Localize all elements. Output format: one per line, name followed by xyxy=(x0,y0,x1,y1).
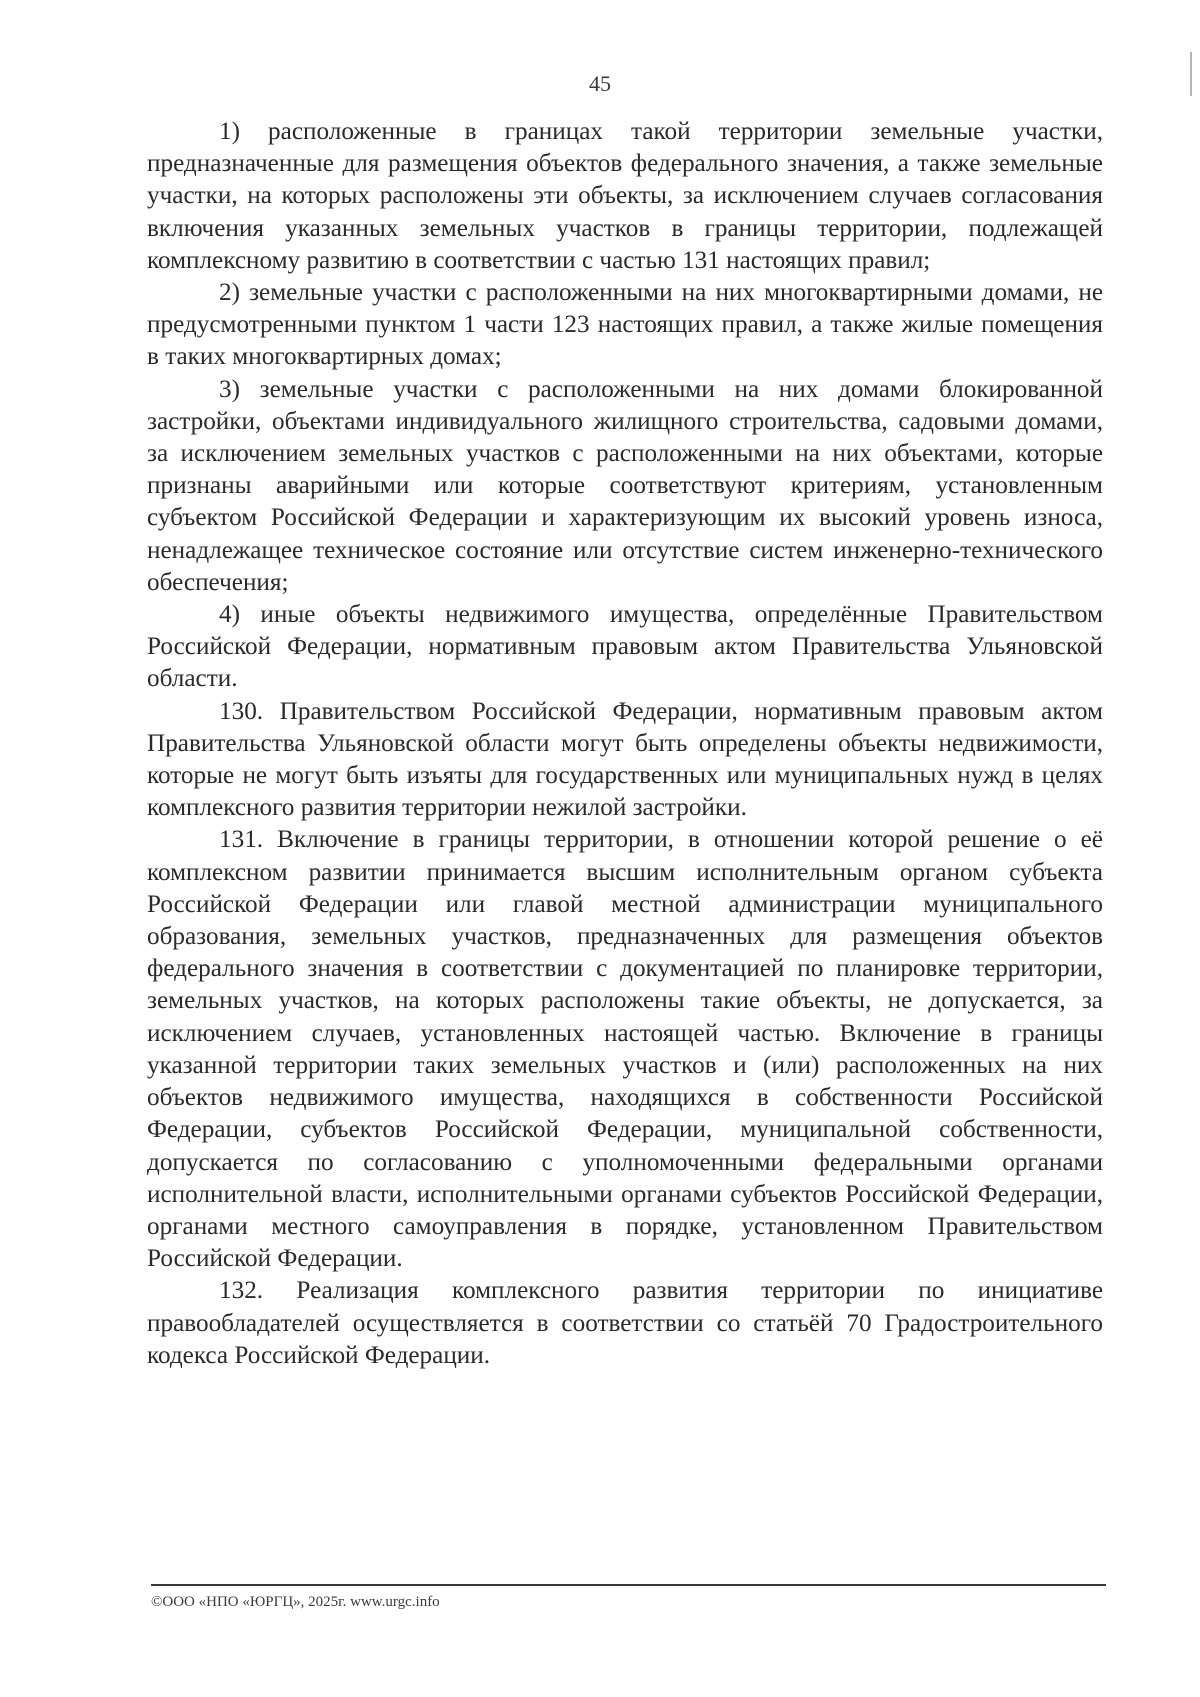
paragraph-item-3: 3) земельные участки с расположенными на них домами блокированной застройки, объектами индивидуального жилищного строительства, садовыми домами, за исключением земельных участков с расположенными на них объектами, которые признаны аварийными или которые соответствуют критериям, установленным субъектом Российской Федерации и характеризующим их высокий уровень износа, ненадлежащее техническое состояние или отсутствие систем инженерно-технического обеспечения; xyxy=(147,375,1103,596)
paragraph-132: 132. Реализация комплексного развития территории по инициативе правообладателей осуществляется в соответствии со статьёй 70 Градостроительного кодекса Российской Федерации. xyxy=(147,1277,1103,1369)
paragraph-130: 130. Правительством Российской Федерации, нормативным правовым актом Правительства Ульяновской области могут быть определены объекты недвижимости, которые не могут быть изъяты для государственных или муниципальных нужд в целях комплексного развития территории нежилой застройки. xyxy=(147,697,1103,822)
page-number: 45 xyxy=(589,71,611,96)
paragraph-131: 131. Включение в границы территории, в отношении которой решение о её комплексном развитии принимается высшим исполнительным органом субъекта Российской Федерации или главой местной администрации муниципального образования, земельных участков, предназначенных для размещения объектов федерального значения в соответствии с документацией по планировке территории, земельных участков, на которых расположены такие объекты, не допускается, за исключением случаев, установленных настоящей частью. Включение в границы указанной территории таких земельных участков и (или) расположенных на них объектов недвижимого имущества, находящихся в собственности Российской Федерации, субъектов Российской Федерации, муниципальной собственности, допускается по согласованию с уполномоченными федеральными органами исполнительной власти, исполнительными органами субъектов Российской Федерации, органами местного самоуправления в порядке, установленном Правительством Российской Федерации. xyxy=(147,826,1103,1273)
footer-divider xyxy=(151,1584,1106,1586)
paragraph-item-1: 1) расположенные в границах такой территории земельные участки, предназначенные для размещения объектов федерального значения, а также земельные участки, на которых расположены эти объекты, за исключением случаев согласования включения указанных земельных участков в границы территории, подлежащей комплексному развитию в соответствии с частью 131 настоящих правил; xyxy=(147,118,1103,274)
document-body xyxy=(147,116,1103,1372)
footer-copyright: ©ООО «НПО «ЮРГЦ», 2025г. www.urgc.info xyxy=(151,1594,440,1610)
paragraph-item-2: 2) земельные участки с расположенными на них многоквартирными домами, не предусмотренными пунктом 1 части 123 настоящих правил, а также жилые помещения в таких многоквартирных домах; xyxy=(147,279,1103,371)
paragraph-item-4: 4) иные объекты недвижимого имущества, определённые Правительством Российской Федерации, нормативным правовым актом Правительства Ульяновской области. xyxy=(147,601,1103,693)
